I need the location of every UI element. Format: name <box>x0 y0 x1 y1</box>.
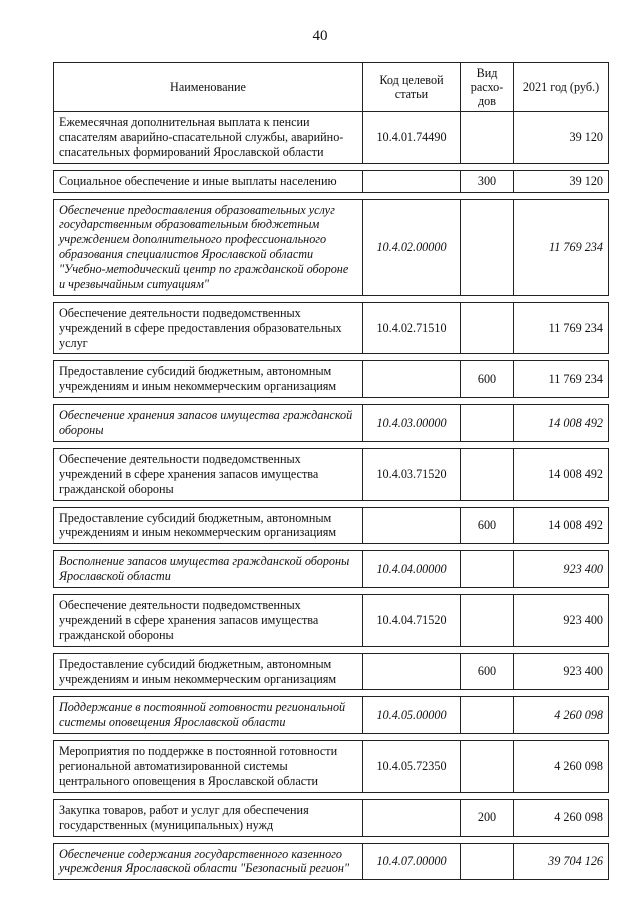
cell-code: 10.4.03.00000 <box>363 405 461 442</box>
cell-name: Предоставление субсидий бюджетным, автономным учреждениям и иным некоммерческим организациям <box>54 507 363 544</box>
cell-kind: 300 <box>461 170 514 192</box>
row-gap-cell <box>54 441 609 448</box>
table-row <box>54 405 609 442</box>
row-gap <box>54 792 609 799</box>
cell-amount: 4 260 098 <box>514 697 609 734</box>
cell-code: 10.4.01.74490 <box>363 112 461 164</box>
header-amount: 2021 год (руб.) <box>514 63 609 112</box>
row-gap <box>54 544 609 551</box>
table-row <box>54 507 609 544</box>
cell-kind <box>461 843 514 880</box>
cell-amount: 923 400 <box>514 551 609 588</box>
row-gap-cell <box>54 163 609 170</box>
cell-name: Предоставление субсидий бюджетным, автономным учреждениям и иным некоммерческим организациям <box>54 361 363 398</box>
table-body <box>54 112 609 880</box>
cell-code: 10.4.04.71520 <box>363 595 461 647</box>
cell-amount: 14 008 492 <box>514 405 609 442</box>
cell-code: 10.4.02.00000 <box>363 199 461 295</box>
row-gap <box>54 588 609 595</box>
cell-kind <box>461 697 514 734</box>
row-gap-cell <box>54 544 609 551</box>
table-row <box>54 302 609 354</box>
header-name: Наименование <box>54 63 363 112</box>
row-gap <box>54 441 609 448</box>
table-row <box>54 697 609 734</box>
cell-code: 10.4.03.71520 <box>363 448 461 500</box>
table-row <box>54 595 609 647</box>
cell-code <box>363 361 461 398</box>
cell-code <box>363 653 461 690</box>
header-kind: Вид расхо-дов <box>461 63 514 112</box>
cell-name: Закупка товаров, работ и услуг для обеспечения государственных (муниципальных) нужд <box>54 799 363 836</box>
table-row <box>54 551 609 588</box>
row-gap <box>54 354 609 361</box>
cell-code <box>363 170 461 192</box>
row-gap <box>54 192 609 199</box>
cell-kind <box>461 741 514 793</box>
table-row <box>54 361 609 398</box>
cell-code <box>363 507 461 544</box>
table-row <box>54 741 609 793</box>
row-gap-cell <box>54 646 609 653</box>
row-gap <box>54 690 609 697</box>
table-row <box>54 170 609 192</box>
cell-name: Предоставление субсидий бюджетным, автономным учреждениям и иным некоммерческим организациям <box>54 653 363 690</box>
cell-name: Восполнение запасов имущества гражданской обороны Ярославской области <box>54 551 363 588</box>
cell-kind: 200 <box>461 799 514 836</box>
row-gap <box>54 646 609 653</box>
cell-name: Мероприятия по поддержке в постоянной готовности региональной автоматизированной системы центрального оповещения в Ярославской области <box>54 741 363 793</box>
cell-name: Обеспечение деятельности подведомственных учреждений в сфере хранения запасов имущества гражданской обороны <box>54 448 363 500</box>
cell-name: Обеспечение деятельности подведомственных учреждений в сфере предоставления образовательных услуг <box>54 302 363 354</box>
header-code: Код целевой статьи <box>363 63 461 112</box>
cell-name: Обеспечение хранения запасов имущества гражданской обороны <box>54 405 363 442</box>
cell-name: Поддержание в постоянной готовности региональной системы оповещения Ярославской области <box>54 697 363 734</box>
budget-table <box>53 62 609 880</box>
row-gap <box>54 836 609 843</box>
row-gap-cell <box>54 836 609 843</box>
cell-code <box>363 799 461 836</box>
cell-name: Социальное обеспечение и иные выплаты населению <box>54 170 363 192</box>
table-row <box>54 843 609 880</box>
cell-amount: 4 260 098 <box>514 799 609 836</box>
cell-kind <box>461 199 514 295</box>
cell-name: Обеспечение деятельности подведомственных учреждений в сфере хранения запасов имущества гражданской обороны <box>54 595 363 647</box>
cell-amount: 39 704 126 <box>514 843 609 880</box>
row-gap <box>54 734 609 741</box>
table-header-row <box>54 63 609 112</box>
cell-kind <box>461 405 514 442</box>
row-gap <box>54 163 609 170</box>
row-gap-cell <box>54 192 609 199</box>
row-gap <box>54 295 609 302</box>
cell-amount: 11 769 234 <box>514 361 609 398</box>
cell-kind: 600 <box>461 361 514 398</box>
cell-code: 10.4.04.00000 <box>363 551 461 588</box>
table-row <box>54 653 609 690</box>
table-row <box>54 799 609 836</box>
row-gap-cell <box>54 734 609 741</box>
cell-kind: 600 <box>461 653 514 690</box>
cell-amount: 11 769 234 <box>514 199 609 295</box>
cell-code: 10.4.05.00000 <box>363 697 461 734</box>
cell-amount: 4 260 098 <box>514 741 609 793</box>
page-number: 40 <box>312 28 328 44</box>
table-row <box>54 112 609 164</box>
cell-kind <box>461 112 514 164</box>
cell-amount: 39 120 <box>514 170 609 192</box>
cell-name: Ежемесячная дополнительная выплата к пенсии спасателям аварийно-спасательной службы, аварийно-спасательных формирований Ярославской области <box>54 112 363 164</box>
cell-kind <box>461 448 514 500</box>
cell-amount: 14 008 492 <box>514 507 609 544</box>
cell-amount: 923 400 <box>514 653 609 690</box>
table-row <box>54 448 609 500</box>
cell-amount: 14 008 492 <box>514 448 609 500</box>
cell-kind: 600 <box>461 507 514 544</box>
cell-kind <box>461 595 514 647</box>
cell-amount: 11 769 234 <box>514 302 609 354</box>
row-gap-cell <box>54 500 609 507</box>
cell-amount: 923 400 <box>514 595 609 647</box>
cell-name: Обеспечение содержания государственного казенного учреждения Ярославской области "Безопасный регион" <box>54 843 363 880</box>
cell-name: Обеспечение предоставления образовательных услуг государственным образовательным бюджетным учреждением дополнительного профессионального образования специалистов Ярославской области "Учебно-методический центр по гражданской обороне и чрезвычайным ситуациям" <box>54 199 363 295</box>
row-gap-cell <box>54 354 609 361</box>
cell-kind <box>461 551 514 588</box>
row-gap-cell <box>54 690 609 697</box>
cell-amount: 39 120 <box>514 112 609 164</box>
row-gap-cell <box>54 792 609 799</box>
row-gap <box>54 398 609 405</box>
cell-code: 10.4.07.00000 <box>363 843 461 880</box>
cell-code: 10.4.05.72350 <box>363 741 461 793</box>
row-gap-cell <box>54 398 609 405</box>
row-gap-cell <box>54 295 609 302</box>
cell-code: 10.4.02.71510 <box>363 302 461 354</box>
row-gap <box>54 500 609 507</box>
table-row <box>54 199 609 295</box>
row-gap-cell <box>54 588 609 595</box>
cell-kind <box>461 302 514 354</box>
